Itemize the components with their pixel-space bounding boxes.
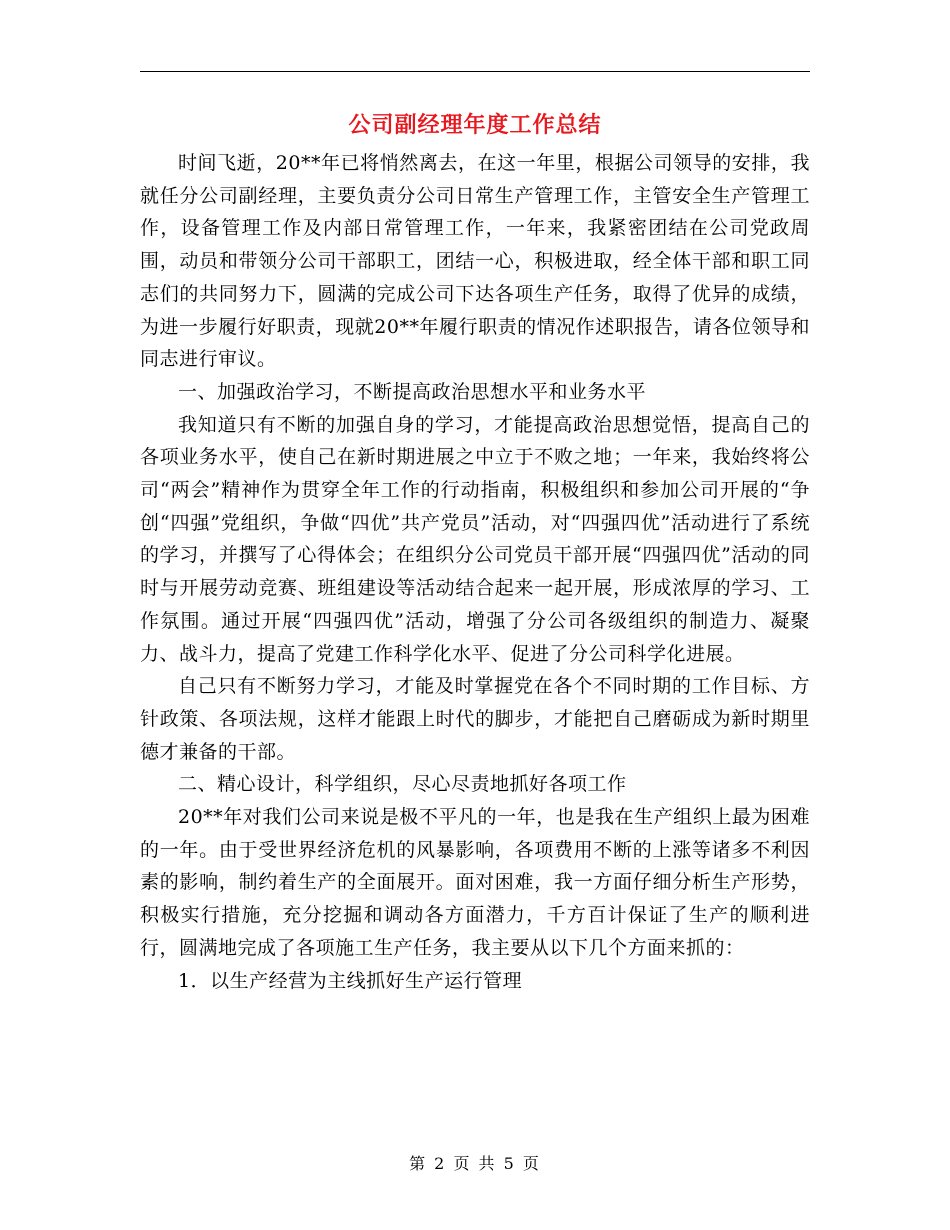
paragraph-self-study: 自己只有不断努力学习，才能及时掌握党在各个不同时期的工作目标、方针政策、各项法规，这样才能跟上时代的脚步，才能把自己磨砺成为新时期里德才兼备的干部。 xyxy=(140,675,810,763)
paragraph-study: 我知道只有不断的加强自身的学习，才能提高政治思想觉悟，提高自己的各项业务水平，使自己在新时期进展之中立于不败之地；一年来，我始终将公司“两会”精神作为贯穿全年工作的行动指南，积极组织和参加公司开展的“争创“四强”党组织，争做“四优”共产党员”活动，对“四强四优”活动进行了系统的学习，并撰写了心得体会；在组织分公司党员干部开展“四强四优”活动的同时与开展劳动竞赛、班组建设等活动结合起来一起开展，形成浓厚的学习、工作氛围。通过开展“四强四优”活动，增强了分公司各级组织的制造力、凝聚力、战斗力，提高了党建工作科学化水平、促进了分公司科学化进展。 xyxy=(140,413,810,665)
paragraph-intro: 时间飞逝，20**年已将悄然离去，在这一年里，根据公司领导的安排，我就任分公司副经理，主要负责分公司日常生产管理工作，主管安全生产管理工作，设备管理工作及内部日常管理工作，一年来，我紧密团结在公司党政周围，动员和带领分公司干部职工，团结一心，积极进取，经全体干部和职工同志们的共同努力下，圆满的完成公司下达各项生产任务，取得了优异的成绩，为进一步履行好职责，现就20**年履行职责的情况作述职报告，请各位领导和同志进行审议。 xyxy=(140,152,810,371)
page-footer: 第 2 页 共 5 页 xyxy=(409,1154,541,1173)
header-rule xyxy=(140,71,810,72)
document-title: 公司副经理年度工作总结 xyxy=(348,113,602,138)
document-body xyxy=(140,147,810,997)
paragraph-production: 20**年对我们公司来说是极不平凡的一年，也是我在生产组织上最为困难的一年。由于受世界经济危机的风暴影响，各项费用不断的上涨等诸多不利因素的影响，制约着生产的全面展开。面对困难，我一方面仔细分析生产形势，积极实行措施，充分挖掘和调动各方面潜力，千方百计保证了生产的顺利进行，圆满地完成了各项施工生产任务，我主要从以下几个方面来抓的： xyxy=(140,806,810,959)
section-heading-1: 一、加强政治学习，不断提高政治思想水平和业务水平 xyxy=(178,380,647,403)
subsection-heading-1: 1．以生产经营为主线抓好生产运行管理 xyxy=(178,969,523,992)
section-heading-2: 二、精心设计，科学组织，尽心尽责地抓好各项工作 xyxy=(178,773,627,796)
